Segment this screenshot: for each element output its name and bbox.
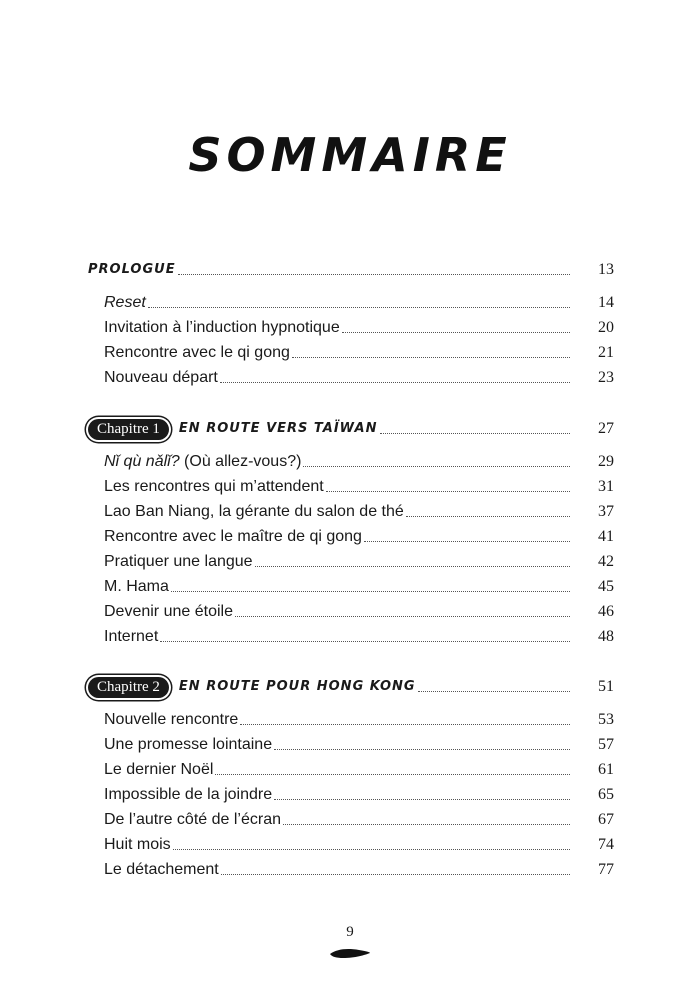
entry-label: Les rencontres qui m’attendent xyxy=(104,478,324,495)
page-ref: 45 xyxy=(598,578,614,595)
page-ref: 51 xyxy=(598,678,614,695)
entry-label: Nouvelle rencontre xyxy=(104,711,239,728)
dot-leader xyxy=(274,798,570,800)
chapter-title: EN ROUTE POUR HONG KONG xyxy=(178,679,416,694)
page-ref: 61 xyxy=(598,761,614,778)
entry-label: Rencontre avec le maître de qi gong xyxy=(104,528,362,545)
toc-entry[interactable] xyxy=(104,317,614,339)
toc-entry[interactable] xyxy=(104,809,614,831)
page-ref: 13 xyxy=(598,261,614,278)
dot-leader xyxy=(406,515,570,517)
toc-entry[interactable] xyxy=(104,734,614,756)
page-ref: 65 xyxy=(598,786,614,803)
entry-label: Invitation à l’induction hypnotique xyxy=(104,319,340,336)
dot-leader xyxy=(342,331,570,333)
dot-leader xyxy=(418,690,570,692)
entry-label-rest: (Où allez-vous?) xyxy=(179,453,302,470)
dot-leader xyxy=(178,273,570,275)
entry-label: Reset xyxy=(104,294,146,311)
dot-leader xyxy=(364,540,570,542)
dot-leader xyxy=(173,848,570,850)
page-ref: 27 xyxy=(598,420,614,437)
toc-entry[interactable] xyxy=(104,367,614,389)
toc-entry[interactable] xyxy=(104,292,614,314)
toc-entry[interactable] xyxy=(104,576,614,598)
toc-entry[interactable] xyxy=(104,476,614,498)
entry-label: Pratiquer une langue xyxy=(104,553,253,570)
dot-leader xyxy=(148,306,570,308)
entry-label: Nouveau départ xyxy=(104,369,218,386)
brush-stroke-icon xyxy=(329,946,371,960)
entry-label: Lao Ban Niang, la gérante du salon de thé xyxy=(104,503,404,520)
page-ref: 57 xyxy=(598,736,614,753)
page-number: 9 xyxy=(346,924,354,940)
toc-entry[interactable] xyxy=(104,451,614,473)
entry-label: De l’autre côté de l’écran xyxy=(104,811,281,828)
page-ref: 20 xyxy=(598,319,614,336)
entry-label: M. Hama xyxy=(104,578,169,595)
toc-entry[interactable] xyxy=(104,626,614,648)
dot-leader xyxy=(326,490,570,492)
dot-leader xyxy=(283,823,570,825)
entry-label: Huit mois xyxy=(104,836,171,853)
page-ref: 48 xyxy=(598,628,614,645)
dot-leader xyxy=(292,356,570,358)
dot-leader xyxy=(274,748,570,750)
entry-label: Rencontre avec le qi gong xyxy=(104,344,290,361)
page-ref: 67 xyxy=(598,811,614,828)
entry-label xyxy=(104,451,301,473)
entry-label: Devenir une étoile xyxy=(104,603,233,620)
toc-entry[interactable] xyxy=(104,759,614,781)
toc-chapter-1[interactable] xyxy=(88,418,614,440)
dot-leader xyxy=(220,381,570,383)
entry-label: Une promesse lointaine xyxy=(104,736,273,753)
toc-prologue[interactable] xyxy=(88,259,614,281)
chapter-badge: Chapitre 1 xyxy=(88,419,169,440)
dot-leader xyxy=(380,432,571,434)
entry-label-italic: Nǐ qù nǎlǐ? xyxy=(104,453,180,470)
prologue-label: PROLOGUE xyxy=(88,262,176,277)
entry-label: Le dernier Noël xyxy=(104,761,214,778)
toc-entry[interactable] xyxy=(104,501,614,523)
dot-leader xyxy=(160,640,570,642)
dot-leader xyxy=(171,590,570,592)
dot-leader xyxy=(240,723,570,725)
toc-chapter-2[interactable] xyxy=(88,676,614,698)
entry-label: Le détachement xyxy=(104,861,219,878)
page-title: SOMMAIRE xyxy=(188,128,512,182)
entry-label: Impossible de la joindre xyxy=(104,786,273,803)
toc-entry[interactable] xyxy=(104,784,614,806)
dot-leader xyxy=(303,465,570,467)
page-ref: 31 xyxy=(598,478,614,495)
toc-entry[interactable] xyxy=(104,342,614,364)
dot-leader xyxy=(221,873,570,875)
toc-entry[interactable] xyxy=(104,551,614,573)
page-ref: 14 xyxy=(598,294,614,311)
dot-leader xyxy=(255,565,570,567)
chapter-badge: Chapitre 2 xyxy=(88,677,169,698)
page-ref: 77 xyxy=(598,861,614,878)
page-ref: 21 xyxy=(598,344,614,361)
dot-leader xyxy=(235,615,570,617)
dot-leader xyxy=(215,773,570,775)
page-ref: 42 xyxy=(598,553,614,570)
page-ref: 46 xyxy=(598,603,614,620)
toc-entry[interactable] xyxy=(104,601,614,623)
toc-entry[interactable] xyxy=(104,709,614,731)
page-ref: 23 xyxy=(598,369,614,386)
entry-label: Internet xyxy=(104,628,159,645)
page-ref: 29 xyxy=(598,453,614,470)
toc-entry[interactable] xyxy=(104,526,614,548)
toc-entry[interactable] xyxy=(104,859,614,881)
page-ref: 53 xyxy=(598,711,614,728)
toc-entry[interactable] xyxy=(104,834,614,856)
page-ref: 37 xyxy=(598,503,614,520)
page-ref: 74 xyxy=(598,836,614,853)
chapter-title: EN ROUTE VERS TAÏWAN xyxy=(178,421,378,436)
page-ref: 41 xyxy=(598,528,614,545)
